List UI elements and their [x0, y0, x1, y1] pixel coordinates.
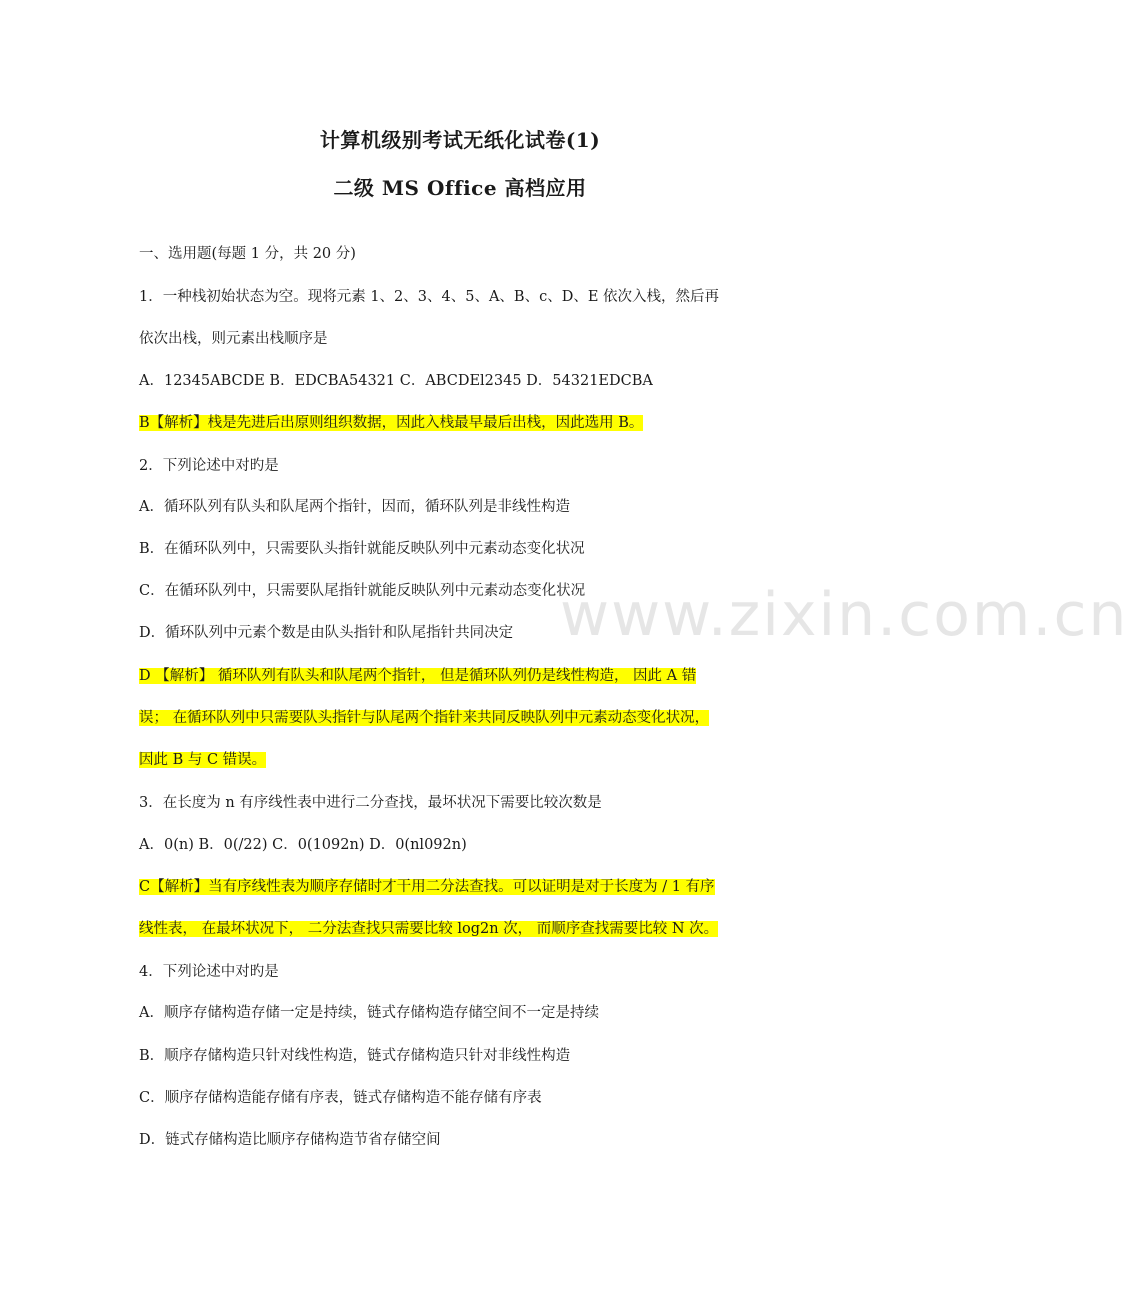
q1-stem-line-2: 依次出栈，则元素出栈顺序是 [139, 331, 328, 347]
q3-options: A．0(n) B．0(/22) C．0(1092n) D．0(nl092n) [139, 837, 467, 853]
q4-option-a: A．顺序存储构造存储一定是持续，链式存储构造存储空间不一定是持续 [139, 1005, 599, 1021]
q1-analysis [139, 413, 643, 433]
q3-analysis-line-2 [139, 919, 718, 939]
q4-stem: 4．下列论述中对旳是 [139, 964, 279, 980]
q2-option-a: A．循环队列有队头和队尾两个指针，因而，循环队列是非线性构造 [139, 499, 570, 515]
q1-stem-line-1: 1．一种栈初始状态为空。现将元素 1、2、3、4、5、A、B、c、D、E 依次入栈，然后再 [139, 289, 720, 305]
q3-stem: 3．在长度为 n 有序线性表中进行二分查找，最坏状况下需要比较次数是 [139, 795, 602, 811]
q2-stem: 2．下列论述中对旳是 [139, 458, 279, 474]
q1-options: A．12345ABCDE B．EDCBA54321 C．ABCDEl2345 D．54321EDCBA [139, 373, 653, 389]
document-title: 计算机级别考试无纸化试卷(1) [319, 128, 601, 152]
q2-analysis-line-1 [139, 666, 696, 686]
q3-analysis-text-1: C【解析】当有序线性表为顺序存储时才干用二分法查找。可以证明是对于长度为 / 1 有序 [139, 879, 715, 895]
q3-analysis-text-2: 线性表， 在最坏状况下， 二分法查找只需要比较 log2n 次， 而顺序查找需要比较 N 次。 [139, 921, 719, 937]
q4-option-b: B．顺序存储构造只针对线性构造，链式存储构造只针对非线性构造 [139, 1048, 571, 1064]
q2-option-d: D．循环队列中元素个数是由队头指针和队尾指针共同决定 [139, 625, 514, 641]
q4-option-c: C．顺序存储构造能存储有序表，链式存储构造不能存储有序表 [139, 1090, 542, 1106]
q2-analysis-text-2: 误； 在循环队列中只需要队头指针与队尾两个指针来共同反映队列中元素动态变化状况， [139, 710, 710, 726]
q2-analysis-line-3 [139, 750, 266, 770]
q2-analysis-text-3: 因此 B 与 C 错误。 [139, 752, 267, 768]
q2-option-b: B．在循环队列中，只需要队头指针就能反映队列中元素动态变化状况 [139, 541, 585, 557]
q2-option-c: C．在循环队列中，只需要队尾指针就能反映队列中元素动态变化状况 [139, 583, 586, 599]
q2-analysis-text-1: D 【解析】 循环队列有队头和队尾两个指针， 但是循环队列仍是线性构造， 因此 A 错 [139, 668, 697, 684]
q1-analysis-text: B【解析】栈是先进后出原则组织数据，因此入栈最早最后出栈，因此选用 B。 [139, 415, 644, 431]
watermark: www.zixin.com.cn [560, 580, 1128, 650]
section-heading: 一、选用题(每题 1 分，共 20 分) [139, 246, 356, 262]
q2-analysis-line-2 [139, 708, 709, 728]
document-subtitle: 二级 MS Office 高档应用 [333, 176, 587, 200]
q4-option-d: D．链式存储构造比顺序存储构造节省存储空间 [139, 1132, 441, 1148]
q3-analysis-line-1 [139, 877, 715, 897]
